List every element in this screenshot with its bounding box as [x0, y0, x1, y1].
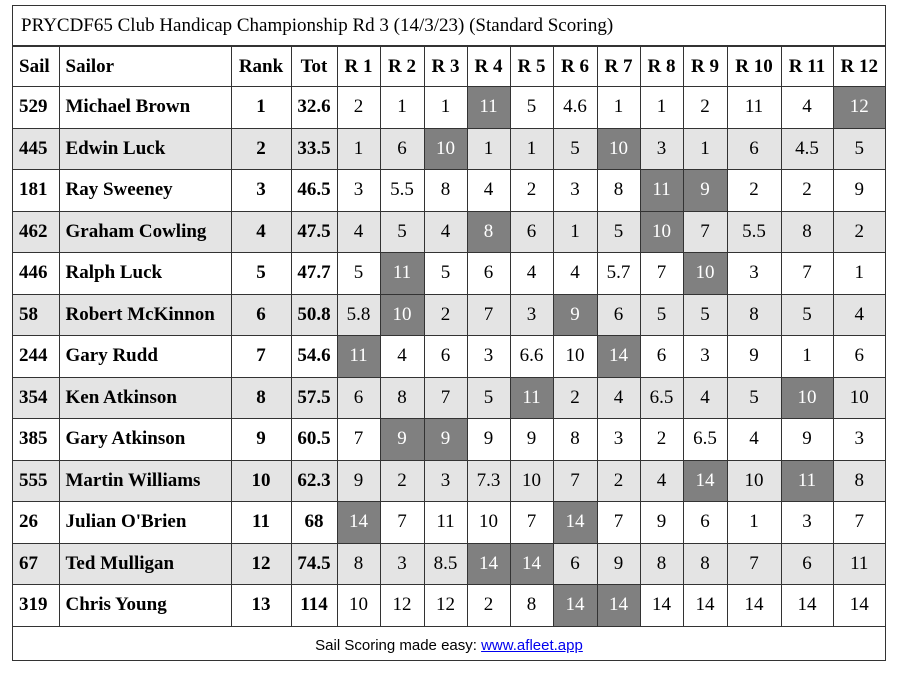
race-score-discarded: 10: [597, 128, 640, 170]
race-score: 9: [781, 419, 833, 461]
total-score: 114: [291, 585, 337, 627]
sailor-name: Michael Brown: [59, 87, 231, 129]
table-row: [13, 253, 885, 295]
sailor-name: Martin Williams: [59, 460, 231, 502]
race-score: 9: [467, 419, 510, 461]
race-score: 6: [467, 253, 510, 295]
race-score: 7: [424, 377, 467, 419]
col-header-sailor: Sailor: [59, 47, 231, 87]
table-row: [13, 128, 885, 170]
race-score-discarded: 14: [337, 502, 380, 544]
race-score: 5: [337, 253, 380, 295]
race-score: 2: [727, 170, 781, 212]
race-score: 1: [337, 128, 380, 170]
total-score: 32.6: [291, 87, 337, 129]
col-header-race: R 3: [424, 47, 467, 87]
rank: 2: [231, 128, 291, 170]
col-header-race: R 4: [467, 47, 510, 87]
race-score: 6: [727, 128, 781, 170]
race-score: 6: [380, 128, 424, 170]
race-score: 7: [467, 294, 510, 336]
race-score: 14: [781, 585, 833, 627]
race-score: 1: [683, 128, 727, 170]
race-score: 1: [781, 336, 833, 378]
race-score-discarded: 14: [553, 502, 597, 544]
race-score: 8: [727, 294, 781, 336]
race-score: 7: [597, 502, 640, 544]
race-score: 6: [640, 336, 683, 378]
race-score: 3: [424, 460, 467, 502]
sail-number: 58: [13, 294, 59, 336]
race-score: 8: [337, 543, 380, 585]
total-score: 50.8: [291, 294, 337, 336]
race-score: 6.5: [640, 377, 683, 419]
col-header-race: R 10: [727, 47, 781, 87]
race-score-discarded: 10: [424, 128, 467, 170]
race-score: 8: [380, 377, 424, 419]
race-score: 1: [510, 128, 553, 170]
race-score: 6: [683, 502, 727, 544]
rank: 1: [231, 87, 291, 129]
race-score: 4.6: [553, 87, 597, 129]
sail-number: 244: [13, 336, 59, 378]
total-score: 74.5: [291, 543, 337, 585]
race-score: 11: [727, 87, 781, 129]
race-score-discarded: 10: [640, 211, 683, 253]
rank: 11: [231, 502, 291, 544]
race-score: 8: [833, 460, 885, 502]
race-score: 4: [833, 294, 885, 336]
total-score: 62.3: [291, 460, 337, 502]
race-score: 1: [424, 87, 467, 129]
rank: 3: [231, 170, 291, 212]
race-score-discarded: 11: [337, 336, 380, 378]
sailor-name: Julian O'Brien: [59, 502, 231, 544]
race-score: 5.5: [727, 211, 781, 253]
race-score: 2: [380, 460, 424, 502]
afleet-link[interactable]: www.afleet.app: [481, 636, 583, 654]
col-header-rank: Rank: [231, 47, 291, 87]
results-table: [13, 46, 885, 627]
total-score: 47.5: [291, 211, 337, 253]
sail-number: 529: [13, 87, 59, 129]
race-score: 10: [727, 460, 781, 502]
sail-number: 354: [13, 377, 59, 419]
race-score: 9: [640, 502, 683, 544]
sailor-name: Ted Mulligan: [59, 543, 231, 585]
race-score: 2: [683, 87, 727, 129]
race-score-discarded: 14: [597, 585, 640, 627]
race-score: 5.8: [337, 294, 380, 336]
race-score: 7: [683, 211, 727, 253]
col-header-race: R 12: [833, 47, 885, 87]
race-score: 1: [553, 211, 597, 253]
race-score: 5: [424, 253, 467, 295]
race-score: 5: [510, 87, 553, 129]
race-score: 14: [727, 585, 781, 627]
race-score: 1: [833, 253, 885, 295]
table-row: [13, 585, 885, 627]
race-score: 9: [510, 419, 553, 461]
race-score: 1: [640, 87, 683, 129]
table-row: [13, 543, 885, 585]
race-score: 2: [467, 585, 510, 627]
sail-number: 385: [13, 419, 59, 461]
race-score: 11: [424, 502, 467, 544]
race-score-discarded: 12: [833, 87, 885, 129]
race-score: 5: [781, 294, 833, 336]
race-score: 4: [337, 211, 380, 253]
rank: 9: [231, 419, 291, 461]
race-score: 2: [833, 211, 885, 253]
race-score: 5: [597, 211, 640, 253]
race-score: 7: [510, 502, 553, 544]
race-score-discarded: 9: [683, 170, 727, 212]
sailor-name: Gary Atkinson: [59, 419, 231, 461]
race-score-discarded: 9: [424, 419, 467, 461]
race-score: 2: [510, 170, 553, 212]
race-score: 3: [683, 336, 727, 378]
rank: 5: [231, 253, 291, 295]
col-header-sail: Sail: [13, 47, 59, 87]
race-score: 3: [553, 170, 597, 212]
race-score: 7.3: [467, 460, 510, 502]
race-score-discarded: 8: [467, 211, 510, 253]
race-score: 3: [467, 336, 510, 378]
race-score: 4: [597, 377, 640, 419]
col-header-race: R 11: [781, 47, 833, 87]
race-score: 6: [337, 377, 380, 419]
col-header-race: R 6: [553, 47, 597, 87]
rank: 13: [231, 585, 291, 627]
col-header-race: R 2: [380, 47, 424, 87]
col-header-total: Tot: [291, 47, 337, 87]
race-score: 6: [833, 336, 885, 378]
rank: 8: [231, 377, 291, 419]
race-score: 7: [727, 543, 781, 585]
sail-number: 446: [13, 253, 59, 295]
total-score: 46.5: [291, 170, 337, 212]
race-score: 5: [553, 128, 597, 170]
race-score: 2: [337, 87, 380, 129]
race-score-discarded: 9: [380, 419, 424, 461]
race-score: 6: [781, 543, 833, 585]
race-score: 12: [380, 585, 424, 627]
total-score: 57.5: [291, 377, 337, 419]
race-score: 4: [727, 419, 781, 461]
race-score: 8: [424, 170, 467, 212]
total-score: 54.6: [291, 336, 337, 378]
race-score-discarded: 11: [380, 253, 424, 295]
race-score-discarded: 11: [510, 377, 553, 419]
table-row: [13, 502, 885, 544]
results-panel: [12, 5, 886, 661]
table-row: [13, 170, 885, 212]
sailor-name: Chris Young: [59, 585, 231, 627]
race-score: 3: [337, 170, 380, 212]
race-score-discarded: 10: [683, 253, 727, 295]
col-header-race: R 5: [510, 47, 553, 87]
results-body: [13, 87, 885, 627]
sail-number: 555: [13, 460, 59, 502]
race-score: 8: [640, 543, 683, 585]
total-score: 60.5: [291, 419, 337, 461]
race-score: 3: [833, 419, 885, 461]
race-score: 7: [781, 253, 833, 295]
header-row: [13, 47, 885, 87]
race-score: 2: [424, 294, 467, 336]
race-score: 8: [781, 211, 833, 253]
race-score: 4: [683, 377, 727, 419]
race-score: 7: [833, 502, 885, 544]
rank: 12: [231, 543, 291, 585]
race-score: 2: [640, 419, 683, 461]
race-score: 14: [833, 585, 885, 627]
race-score: 1: [597, 87, 640, 129]
table-row: [13, 377, 885, 419]
sailor-name: Ken Atkinson: [59, 377, 231, 419]
race-score: 2: [553, 377, 597, 419]
race-score-discarded: 14: [683, 460, 727, 502]
race-score: 4: [380, 336, 424, 378]
race-score: 2: [597, 460, 640, 502]
race-score: 7: [380, 502, 424, 544]
race-score: 14: [640, 585, 683, 627]
race-score: 8.5: [424, 543, 467, 585]
race-score-discarded: 14: [553, 585, 597, 627]
race-score: 9: [337, 460, 380, 502]
sailor-name: Gary Rudd: [59, 336, 231, 378]
race-score-discarded: 11: [640, 170, 683, 212]
rank: 6: [231, 294, 291, 336]
race-score: 11: [833, 543, 885, 585]
sailor-name: Edwin Luck: [59, 128, 231, 170]
table-row: [13, 87, 885, 129]
race-score: 3: [380, 543, 424, 585]
table-row: [13, 419, 885, 461]
race-score: 5: [683, 294, 727, 336]
race-score-discarded: 10: [781, 377, 833, 419]
footer-text: Sail Scoring made easy:: [315, 636, 482, 654]
page-title: PRYCDF65 Club Handicap Championship Rd 3 (14/3/23) (Standard Scoring): [13, 6, 885, 46]
race-score: 8: [683, 543, 727, 585]
sail-number: 445: [13, 128, 59, 170]
race-score-discarded: 14: [510, 543, 553, 585]
race-score-discarded: 11: [781, 460, 833, 502]
race-score: 5: [727, 377, 781, 419]
race-score: 12: [424, 585, 467, 627]
race-score-discarded: 9: [553, 294, 597, 336]
race-score: 5.5: [380, 170, 424, 212]
col-header-race: R 1: [337, 47, 380, 87]
race-score: 1: [380, 87, 424, 129]
race-score: 1: [727, 502, 781, 544]
race-score: 4.5: [781, 128, 833, 170]
race-score: 2: [781, 170, 833, 212]
total-score: 47.7: [291, 253, 337, 295]
table-row: [13, 211, 885, 253]
table-row: [13, 460, 885, 502]
race-score-discarded: 14: [467, 543, 510, 585]
race-score: 10: [337, 585, 380, 627]
table-row: [13, 336, 885, 378]
sailor-name: Graham Cowling: [59, 211, 231, 253]
race-score: 6.6: [510, 336, 553, 378]
total-score: 68: [291, 502, 337, 544]
sail-number: 67: [13, 543, 59, 585]
race-score: 10: [833, 377, 885, 419]
race-score-discarded: 10: [380, 294, 424, 336]
race-score: 1: [467, 128, 510, 170]
race-score-discarded: 11: [467, 87, 510, 129]
race-score: 6.5: [683, 419, 727, 461]
race-score: 5.7: [597, 253, 640, 295]
race-score: 4: [781, 87, 833, 129]
race-score: 7: [553, 460, 597, 502]
race-score: 6: [553, 543, 597, 585]
rank: 10: [231, 460, 291, 502]
sail-number: 319: [13, 585, 59, 627]
race-score: 4: [424, 211, 467, 253]
total-score: 33.5: [291, 128, 337, 170]
sail-number: 26: [13, 502, 59, 544]
race-score: 4: [510, 253, 553, 295]
race-score: 6: [597, 294, 640, 336]
race-score: 3: [597, 419, 640, 461]
race-score: 5: [467, 377, 510, 419]
sail-number: 181: [13, 170, 59, 212]
race-score: 4: [640, 460, 683, 502]
race-score: 6: [510, 211, 553, 253]
race-score: 4: [467, 170, 510, 212]
race-score: 6: [424, 336, 467, 378]
race-score: 10: [553, 336, 597, 378]
race-score: 9: [597, 543, 640, 585]
race-score: 14: [683, 585, 727, 627]
sailor-name: Ray Sweeney: [59, 170, 231, 212]
table-row: [13, 294, 885, 336]
race-score: 8: [553, 419, 597, 461]
footer: [13, 627, 885, 665]
race-score: 9: [833, 170, 885, 212]
col-header-race: R 8: [640, 47, 683, 87]
rank: 7: [231, 336, 291, 378]
race-score: 5: [640, 294, 683, 336]
race-score: 8: [597, 170, 640, 212]
race-score: 5: [380, 211, 424, 253]
race-score: 10: [467, 502, 510, 544]
col-header-race: R 7: [597, 47, 640, 87]
race-score: 3: [640, 128, 683, 170]
race-score: 4: [553, 253, 597, 295]
race-score: 7: [337, 419, 380, 461]
race-score: 5: [833, 128, 885, 170]
col-header-race: R 9: [683, 47, 727, 87]
race-score: 7: [640, 253, 683, 295]
race-score: 10: [510, 460, 553, 502]
race-score-discarded: 14: [597, 336, 640, 378]
rank: 4: [231, 211, 291, 253]
race-score: 8: [510, 585, 553, 627]
sailor-name: Robert McKinnon: [59, 294, 231, 336]
race-score: 3: [781, 502, 833, 544]
race-score: 9: [727, 336, 781, 378]
sail-number: 462: [13, 211, 59, 253]
sailor-name: Ralph Luck: [59, 253, 231, 295]
race-score: 3: [727, 253, 781, 295]
race-score: 3: [510, 294, 553, 336]
